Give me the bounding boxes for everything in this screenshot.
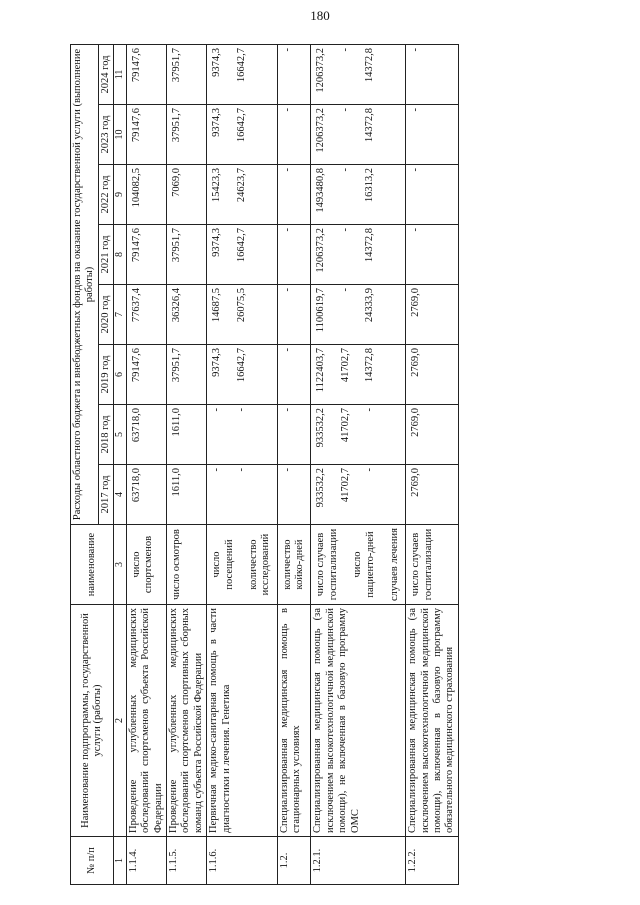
expense-value: 14372,8 xyxy=(364,228,376,263)
indicator-name: число осмотров xyxy=(171,529,183,600)
table-row xyxy=(207,44,278,884)
expense-value-cell xyxy=(311,345,406,405)
indicator-name: количество койко-дней xyxy=(281,539,306,590)
expense-value: - xyxy=(339,47,351,52)
expense-value-cell xyxy=(406,405,459,465)
expense-value-cell xyxy=(406,165,459,225)
indicator-cell xyxy=(277,525,311,605)
expense-value-cell xyxy=(311,165,406,225)
expense-value: - xyxy=(364,408,376,412)
expense-value: 9374,3 xyxy=(211,47,223,77)
expense-value: 14372,8 xyxy=(364,108,376,143)
expense-value-cell xyxy=(277,165,311,225)
expense-value: 36326,4 xyxy=(171,288,183,323)
expense-value: 14372,8 xyxy=(364,348,376,383)
year-header: 2018 год xyxy=(98,405,113,465)
expense-value: - xyxy=(339,288,351,292)
indicator-cell xyxy=(126,525,166,605)
expense-value-cell xyxy=(277,44,311,104)
expense-value: 1206373,2 xyxy=(315,228,327,273)
indicator-name: число случаев госпитализации xyxy=(410,528,434,601)
expense-value: 1122403,7 xyxy=(315,348,327,393)
expense-value: 7069,0 xyxy=(171,168,183,197)
table-row xyxy=(167,44,207,884)
row-number: 1.2.2. xyxy=(406,837,459,885)
table-row xyxy=(311,44,406,884)
expense-value: - xyxy=(410,108,422,112)
expense-value-cell xyxy=(207,345,278,405)
expense-value-cell xyxy=(126,44,166,104)
expense-value: 24333,9 xyxy=(364,288,376,323)
expense-value: 79147,6 xyxy=(130,108,142,143)
expense-value: 37951,7 xyxy=(171,228,183,263)
expense-value: - xyxy=(281,408,293,412)
row-number: 1.2. xyxy=(277,837,311,885)
row-number: 1.1.6. xyxy=(207,837,278,885)
expense-value-cell xyxy=(207,165,278,225)
year-header: 2024 год xyxy=(98,44,113,104)
column-number: 7 xyxy=(114,285,127,345)
expense-value: - xyxy=(281,108,293,112)
expense-value-cell xyxy=(167,165,207,225)
expense-value-cell xyxy=(406,105,459,165)
expense-value-cell xyxy=(311,465,406,525)
expense-value-cell xyxy=(167,105,207,165)
table-row xyxy=(126,44,166,884)
service-name: Специализированная медицинская помощь (за исключением высокотехнологичной медицинской помощи), включенная в базовую программу обязательного медицинского страхования xyxy=(406,605,459,837)
expense-value: 9374,3 xyxy=(211,348,223,377)
column-number: 5 xyxy=(114,405,127,465)
expense-value: 1493480,8 xyxy=(315,168,327,213)
indicator-cell xyxy=(167,525,207,605)
expense-value-cell xyxy=(311,44,406,104)
expense-value: - xyxy=(339,168,351,172)
expense-value: 14687,5 xyxy=(211,288,223,323)
expense-value-cell xyxy=(126,225,166,285)
indicator-name: число посещений xyxy=(211,539,235,590)
expense-value: 1206373,2 xyxy=(315,47,327,93)
expense-value: 1206373,2 xyxy=(315,108,327,153)
expense-value: - xyxy=(410,47,422,52)
expense-value-cell xyxy=(311,105,406,165)
year-header: 2017 год xyxy=(98,465,113,525)
expense-value: - xyxy=(211,408,223,412)
expense-value: 16642,7 xyxy=(235,47,247,83)
column-number: 10 xyxy=(114,105,127,165)
expense-value: - xyxy=(339,108,351,112)
expense-value-cell xyxy=(406,44,459,104)
row-number: 1.1.5. xyxy=(167,837,207,885)
expense-value: 2769,0 xyxy=(410,408,422,437)
indicator-name: число пациенто-дней xyxy=(352,531,376,598)
service-name: Проведение углубленных медицинских обследований спортсменов субъекта Российской Федерации xyxy=(126,605,166,837)
expense-value: 16642,7 xyxy=(235,228,247,263)
expense-value-cell xyxy=(207,105,278,165)
expense-value: 37951,7 xyxy=(171,47,183,83)
column-number: 1 xyxy=(114,837,127,885)
expense-value: 9374,3 xyxy=(211,228,223,257)
expense-value: 933532,2 xyxy=(315,408,327,448)
column-number: 4 xyxy=(114,465,127,525)
expense-value: - xyxy=(281,47,293,52)
expense-value: 37951,7 xyxy=(171,348,183,383)
year-header: 2023 год xyxy=(98,105,113,165)
expense-value-cell xyxy=(167,225,207,285)
table-row xyxy=(277,44,311,884)
col-header-no: № п/п xyxy=(71,837,114,885)
expense-value: 63718,0 xyxy=(130,408,142,443)
expense-value: - xyxy=(281,168,293,172)
col-header-expenses: Расходы областного бюджета и внебюджетных фондов на оказание государственной услуги (выполнение работы) xyxy=(71,44,99,524)
expense-value: - xyxy=(281,348,293,352)
expense-value-cell xyxy=(167,285,207,345)
rotated-table-sheet xyxy=(70,45,575,885)
year-header: 2020 год xyxy=(98,285,113,345)
expense-value-cell xyxy=(207,405,278,465)
expense-value: 15423,3 xyxy=(211,168,223,203)
expense-value-cell xyxy=(277,225,311,285)
expense-value: 2769,0 xyxy=(410,348,422,377)
column-number: 8 xyxy=(114,225,127,285)
service-name: Проведение углубленных медицинских обследований спортсменов спортивных сборных команд субъекта Российской Федерации xyxy=(167,605,207,837)
expense-value: 1611,0 xyxy=(171,468,183,497)
expense-value: - xyxy=(235,468,247,472)
page-number: 180 xyxy=(310,8,330,23)
expense-value: 16642,7 xyxy=(235,108,247,143)
expense-value-cell xyxy=(406,465,459,525)
expense-value-cell xyxy=(167,405,207,465)
expense-value-cell xyxy=(126,465,166,525)
indicator-cell xyxy=(406,525,459,605)
expense-value: 1611,0 xyxy=(171,408,183,437)
expense-value: 41702,7 xyxy=(339,408,351,443)
expense-value-cell xyxy=(126,285,166,345)
indicator-cell xyxy=(311,525,406,605)
expense-value-cell xyxy=(167,465,207,525)
expense-value: - xyxy=(281,468,293,472)
expense-value: - xyxy=(410,228,422,232)
expense-value-cell xyxy=(311,225,406,285)
expense-value: 104082,5 xyxy=(130,168,142,208)
service-name: Специализированная медицинская помощь в стационарных условиях xyxy=(277,605,311,837)
expense-value: 2769,0 xyxy=(410,468,422,497)
expense-value: 41702,7 xyxy=(339,348,351,383)
expense-value-cell xyxy=(207,465,278,525)
expenses-table xyxy=(70,44,459,885)
expense-value: - xyxy=(211,468,223,472)
expense-value-cell xyxy=(126,165,166,225)
expense-value: 24623,7 xyxy=(235,168,247,203)
column-number: 2 xyxy=(114,605,127,837)
expense-value-cell xyxy=(126,345,166,405)
expense-value: - xyxy=(339,228,351,232)
expense-value: 37951,7 xyxy=(171,108,183,143)
expense-value-cell xyxy=(277,105,311,165)
expense-value: 79147,6 xyxy=(130,348,142,383)
expense-value: 16313,2 xyxy=(364,168,376,203)
indicator-name: случаев лечения xyxy=(388,528,400,601)
expense-value-cell xyxy=(126,405,166,465)
year-header: 2021 год xyxy=(98,225,113,285)
expense-value-cell xyxy=(406,285,459,345)
column-number: 11 xyxy=(114,44,127,104)
expense-value-cell xyxy=(311,285,406,345)
expense-value: - xyxy=(281,228,293,232)
expense-value: 41702,7 xyxy=(339,468,351,503)
expense-value-cell xyxy=(277,345,311,405)
expense-value: 26075,5 xyxy=(235,288,247,323)
expense-value: - xyxy=(410,168,422,172)
service-name: Специализированная медицинская помощь (за исключением высокотехнологичной медицинской помощи), не включенная в базовую программу ОМС xyxy=(311,605,406,837)
expense-value-cell xyxy=(207,225,278,285)
expense-value-cell xyxy=(406,345,459,405)
expense-value-cell xyxy=(277,285,311,345)
expense-value: 79147,6 xyxy=(130,228,142,263)
expense-value: - xyxy=(235,408,247,412)
expense-value: 933532,2 xyxy=(315,468,327,508)
expense-value: 9374,3 xyxy=(211,108,223,137)
expense-value-cell xyxy=(277,465,311,525)
expense-value-cell xyxy=(406,225,459,285)
indicator-name: количество исследований xyxy=(247,533,272,596)
expense-value-cell xyxy=(167,345,207,405)
expense-value: - xyxy=(281,288,293,292)
col-header-name: Наименование подпрограммы, государственной услуги (работы) xyxy=(71,605,114,837)
expense-value-cell xyxy=(277,405,311,465)
expense-value-cell xyxy=(126,105,166,165)
row-number: 1.2.1. xyxy=(311,837,406,885)
column-number: 6 xyxy=(114,345,127,405)
expense-value-cell xyxy=(207,285,278,345)
col-header-indicator: наименование xyxy=(71,525,114,605)
indicator-name: число спортсменов xyxy=(130,535,155,594)
column-number: 9 xyxy=(114,165,127,225)
expense-value: 1100619,7 xyxy=(315,288,327,333)
expense-value: 77637,4 xyxy=(130,288,142,323)
expense-value: 2769,0 xyxy=(410,288,422,317)
expense-value: 14372,8 xyxy=(364,47,376,83)
row-number: 1.1.4. xyxy=(126,837,166,885)
expense-value-cell xyxy=(207,44,278,104)
indicator-cell xyxy=(207,525,278,605)
expense-value-cell xyxy=(167,44,207,104)
expense-value: 16642,7 xyxy=(235,348,247,383)
year-header: 2022 год xyxy=(98,165,113,225)
expense-value: 79147,6 xyxy=(130,47,142,83)
year-header: 2019 год xyxy=(98,345,113,405)
expense-value: - xyxy=(364,468,376,472)
column-number: 3 xyxy=(114,525,127,605)
expense-value-cell xyxy=(311,405,406,465)
indicator-name: число случаев госпитализации xyxy=(315,528,339,601)
service-name: Первичная медико-санитарная помощь в части диагностики и лечения. Генетика xyxy=(207,605,278,837)
table-row xyxy=(406,44,459,884)
expense-value: 63718,0 xyxy=(130,468,142,503)
